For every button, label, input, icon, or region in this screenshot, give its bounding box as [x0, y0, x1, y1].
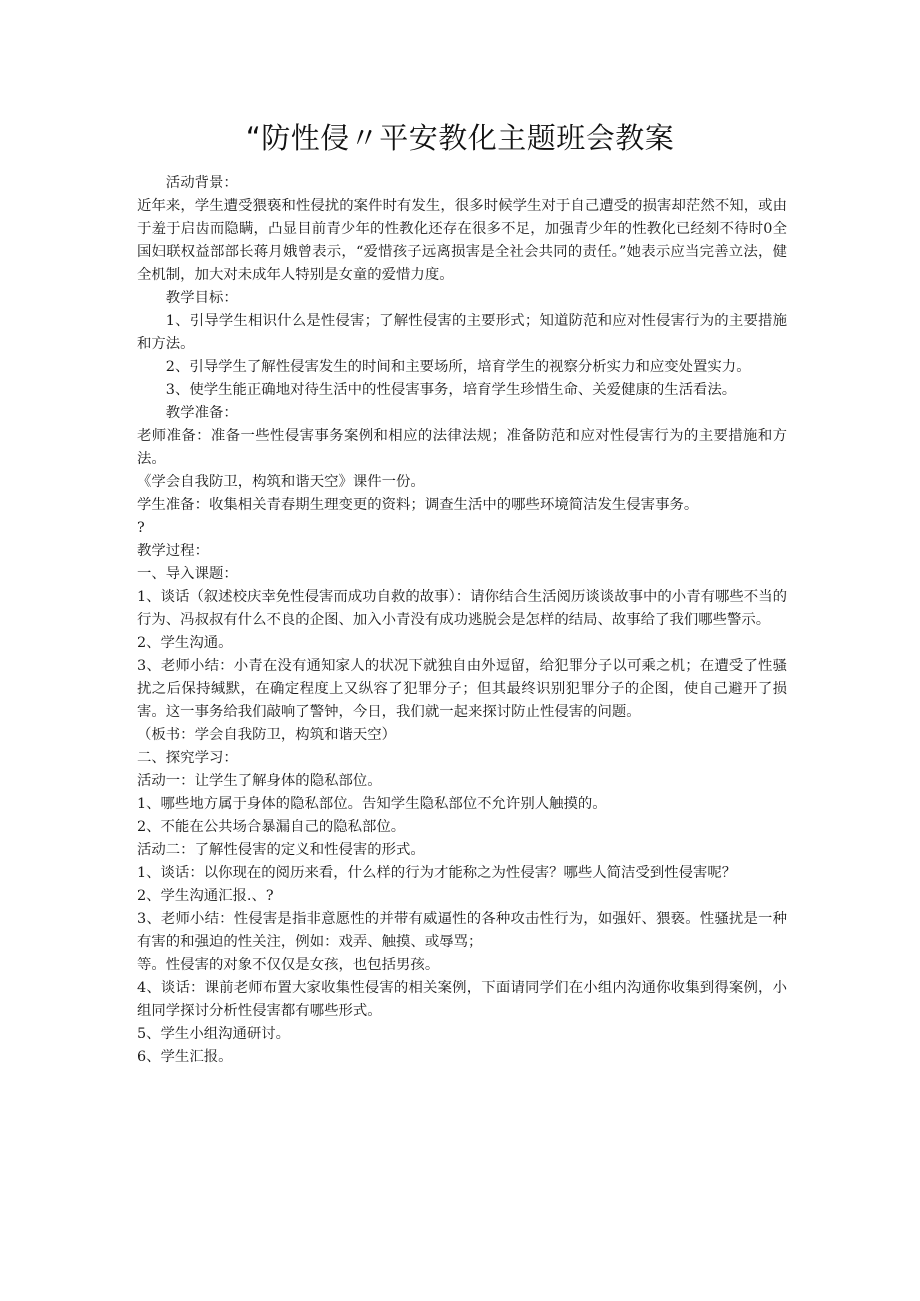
paragraph: 老师准备：准备一些性侵害事务案例和相应的法律法规；准备防范和应对性侵害行为的主要措施和方法。 — [137, 428, 787, 467]
paragraph: 2、学生沟通汇报.、? — [137, 888, 274, 904]
paragraph: 2、引导学生了解性侵害发生的时间和主要场所，培育学生的视察分析实力和应变处置实力。 — [165, 359, 751, 375]
paragraph: 1、引导学生相识什么是性侵害；了解性侵害的主要形式；知道防范和应对性侵害行为的主要措施和方法。 — [137, 313, 787, 352]
paragraph: 3、使学生能正确地对待生活中的性侵害事务，培育学生珍惜生命、关爱健康的生活看法。 — [165, 382, 737, 398]
paragraph: 3、老师小结：性侵害是指非意愿性的并带有威逼性的各种攻击性行为，如强奸、猥亵。性骚扰是一种有害的和强迫的性关注，例如：戏弄、触摸、或辱骂； — [137, 911, 787, 950]
paragraph: ? — [137, 520, 145, 536]
paragraph: 《学会自我防卫，构筑和谐天空》课件一份。 — [137, 474, 425, 490]
paragraph: 教学准备： — [165, 405, 238, 421]
paragraph: 学生准备：收集相关青春期生理变更的资料；调查生活中的哪些环境简洁发生侵害事务。 — [137, 497, 699, 513]
paragraph: 2、不能在公共场合暴漏自己的隐私部位。 — [137, 819, 406, 835]
paragraph: 活动二：了解性侵害的定义和性侵害的形式。 — [137, 842, 425, 858]
paragraph: 一、导入课题： — [137, 566, 238, 582]
paragraph: 1、谈话：以你现在的阅历来看，什么样的行为才能称之为性侵害？哪些人简洁受到性侵害呢？ — [137, 865, 737, 881]
paragraph: 教学过程： — [137, 543, 209, 559]
document-title: “防性侵〃平安教化主题班会教案 — [245, 121, 675, 155]
paragraph: 二、探究学习： — [137, 750, 238, 766]
paragraph: 1、哪些地方属于身体的隐私部位。告知学生隐私部位不允许别人触摸的。 — [137, 796, 607, 812]
paragraph: 活动一：让学生了解身体的隐私部位。 — [137, 773, 382, 789]
paragraph: 4、谈话：课前老师布置大家收集性侵害的相关案例，下面请同学们在小组内沟通你收集到得案例，小组同学探讨分析性侵害都有哪些形式。 — [137, 980, 787, 1019]
paragraph: 近年来，学生遭受猥亵和性侵扰的案件时有发生，很多时候学生对于自己遭受的损害却茫然不知，或由于羞于启齿而隐瞒，凸显目前青少年的性教化还存在很多不足，加强青少年的性教化已经刻不待时0全国妇联权益部部长蒋月娥曾表示，“爱惜孩子远离损害是全社会共同的责任。”她表示应当完善立法，健全机制，加大对未成年人特别是女童的爱惜力度。 — [137, 198, 787, 283]
document-body — [137, 172, 787, 1069]
paragraph: 3、老师小结：小青在没有通知家人的状况下就独自由外逗留，给犯罪分子以可乘之机；在遭受了性骚扰之后保持缄默，在确定程度上又纵容了犯罪分子；但其最终识别犯罪分子的企图，使自己避开了损害。这一事务给我们敲响了警钟，今日，我们就一起来探讨防止性侵害的问题。 — [137, 658, 787, 720]
paragraph: 等。性侵害的对象不仅仅是女孩，也包括男孩。 — [137, 957, 440, 973]
paragraph: 活动背景： — [165, 175, 238, 191]
paragraph: 教学目标： — [165, 290, 238, 306]
paragraph: 6、学生汇报。 — [137, 1049, 233, 1065]
paragraph: 5、学生小组沟通研讨。 — [137, 1026, 291, 1042]
paragraph: 2、学生沟通。 — [137, 635, 233, 651]
paragraph: 1、谈话（叙述校庆幸免性侵害而成功自救的故事）：请你结合生活阅历谈谈故事中的小青有哪些不当的行为、冯叔叔有什么不良的企图、加入小青没有成功逃脱会是怎样的结局、故事给了我们哪些警示。 — [137, 589, 787, 628]
paragraph: （板书：学会自我防卫，构筑和谐天空） — [137, 727, 397, 743]
